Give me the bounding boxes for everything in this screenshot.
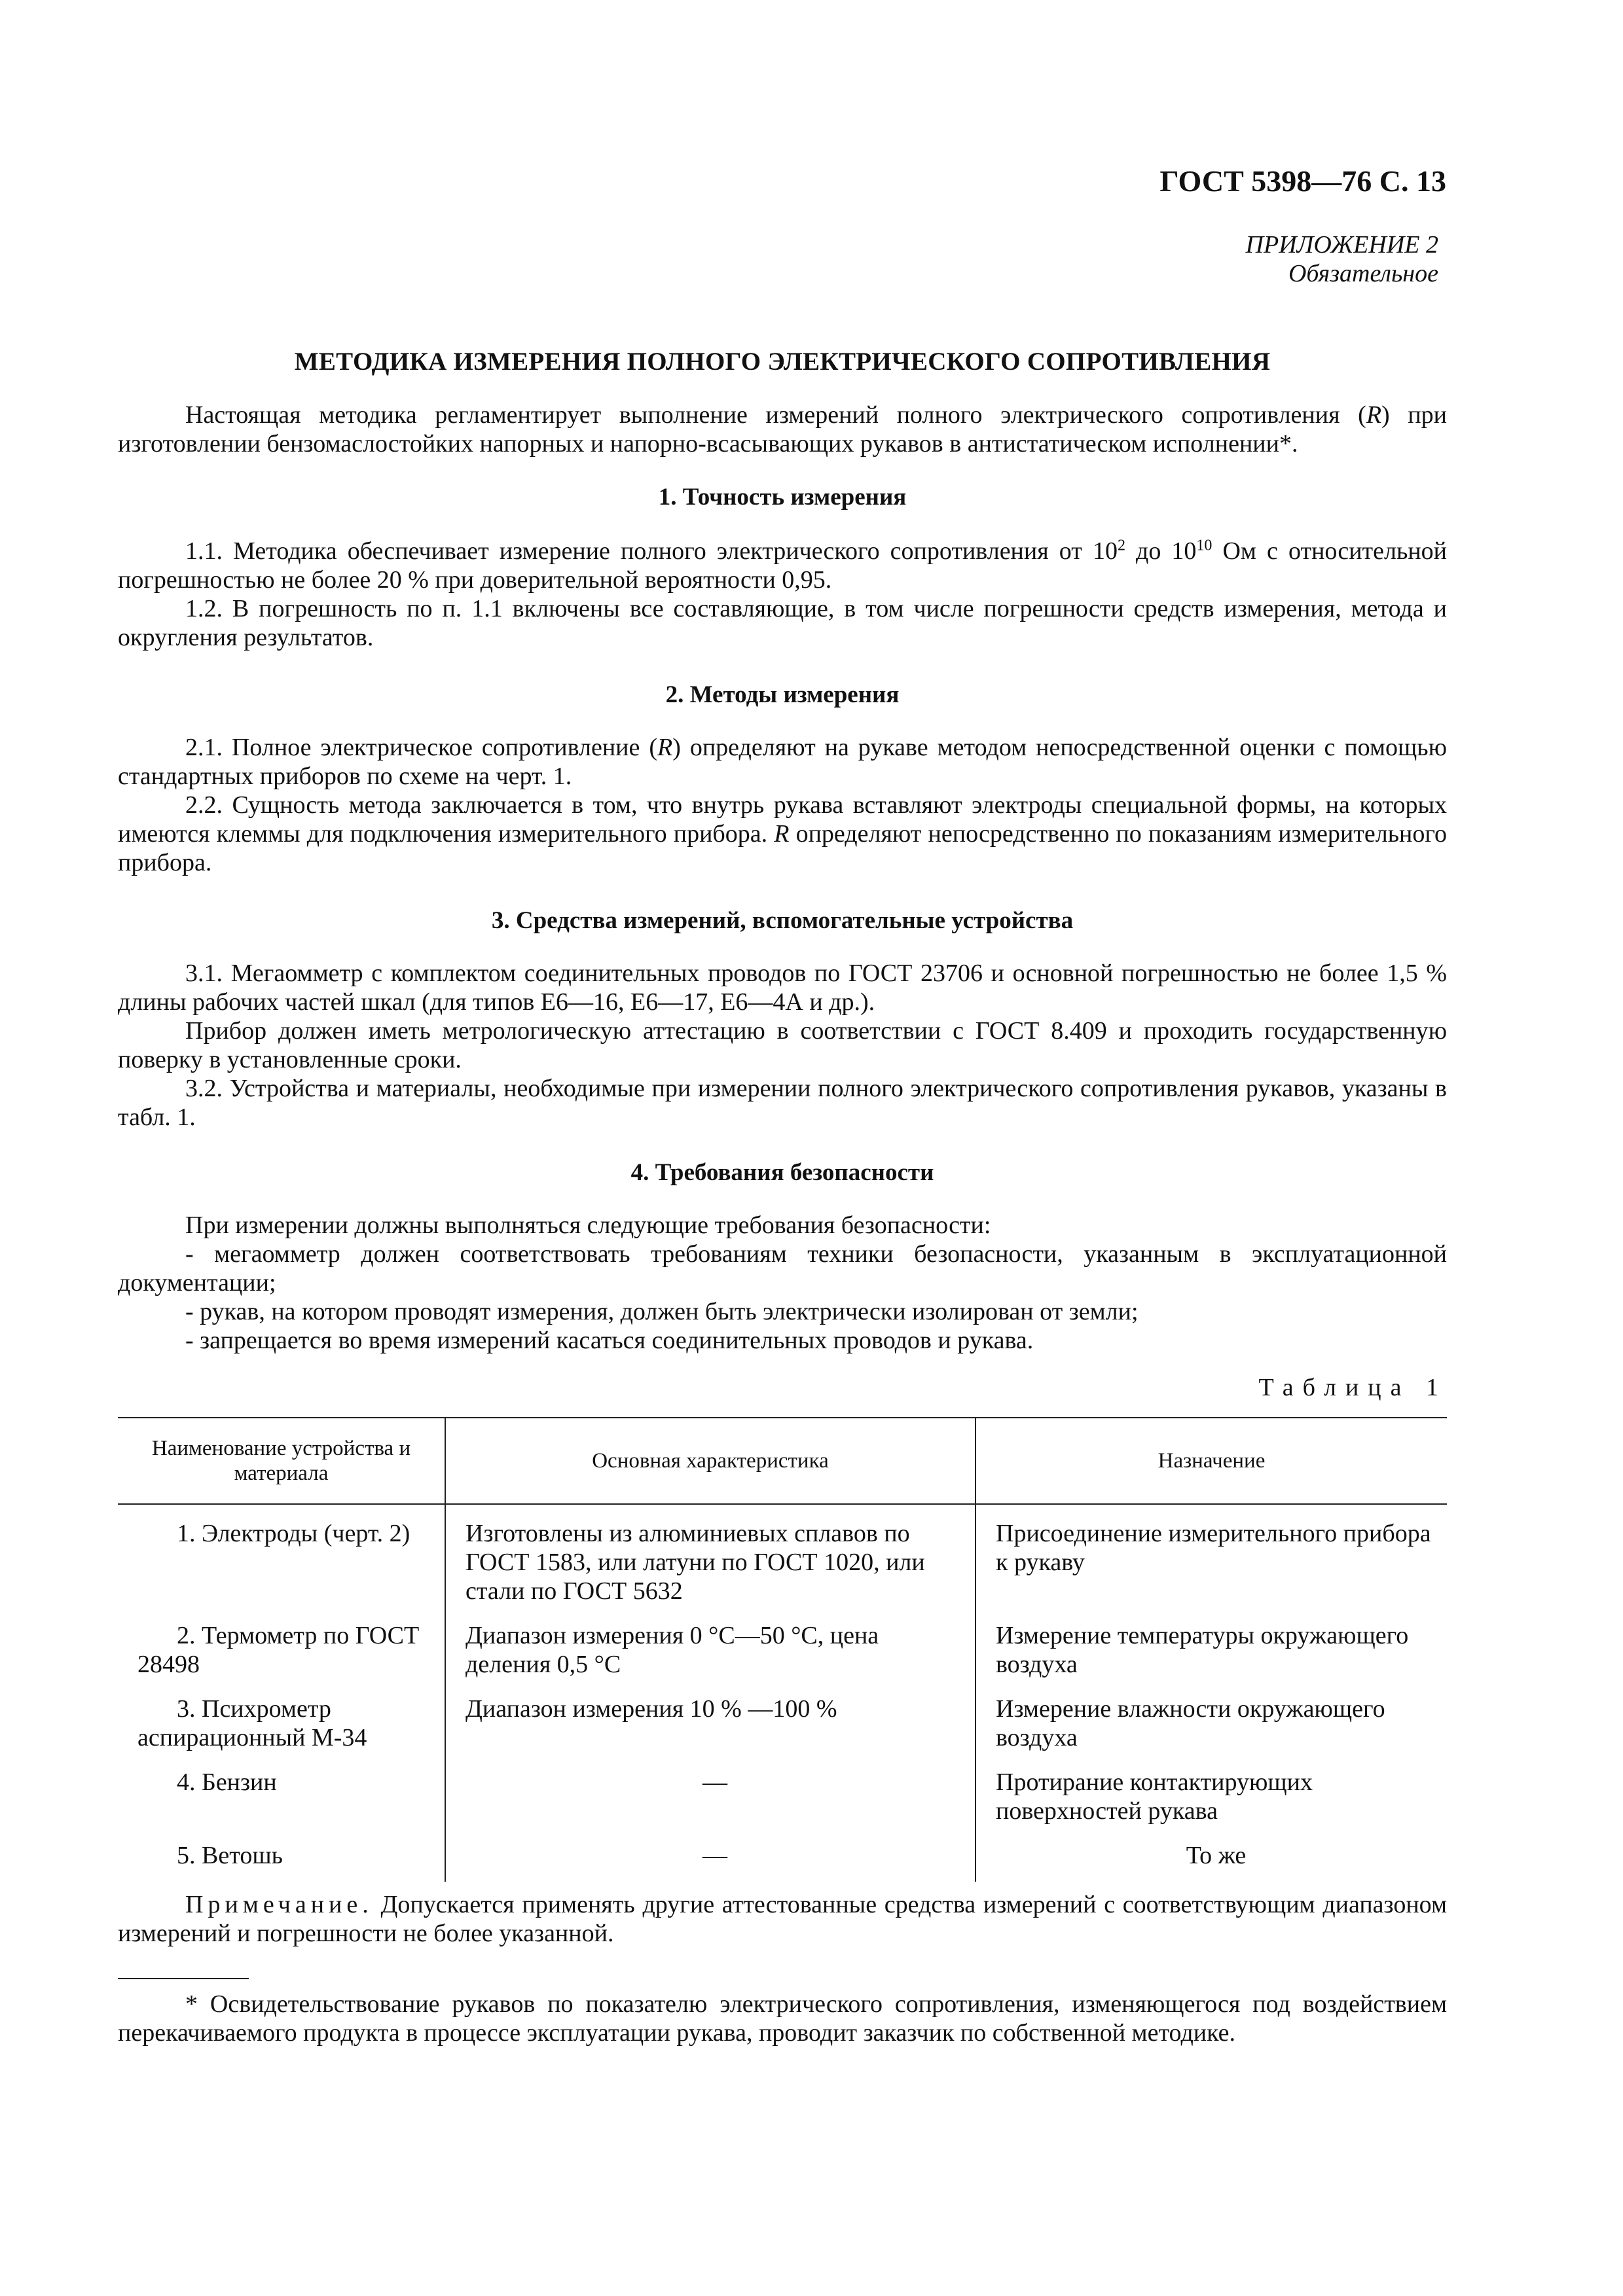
table-row (118, 1691, 1447, 1764)
note-label: Примечание. (185, 1891, 373, 1918)
table-cell: — (445, 1764, 976, 1837)
table-cell: 1. Электроды (черт. 2) (177, 1520, 410, 1547)
table-cell: 5. Ветошь (177, 1842, 283, 1869)
table-header-row (118, 1418, 1447, 1504)
section-3-heading: 3. Средства измерений, вспомогательные устройства (491, 907, 1074, 934)
footnote-divider (118, 1978, 249, 1979)
paragraph-3-1: 3.1. Мегаомметр с комплектом соединительных проводов по ГОСТ 23706 и основной погрешностью не более 1,5 % длины рабочих частей шкал (для типов Е6—16, Е6—17, Е6—4А и др.). (118, 960, 1447, 1016)
safety-item: - мегаомметр должен соответствовать требованиям техники безопасности, указанным в эксплуатационной документации; (118, 1240, 1447, 1297)
safety-intro: При измерении должны выполняться следующие требования безопасности: (185, 1211, 991, 1239)
paragraph-3-2: 3.2. Устройства и материалы, необходимые при измерении полного электрического сопротивления рукавов, указаны в табл. 1. (118, 1075, 1447, 1131)
section-2-body (118, 733, 1447, 877)
table-row (118, 1617, 1447, 1691)
paragraph-2-2: 2.2. Сущность метода заключается в том, что внутрь рукава вставляют электроды специальной формы, на которых имеются клеммы для подключения измерительного прибора. R определяют непосредственно по показаниям измерительного прибора. (118, 791, 1447, 876)
table-cell: Изготовлены из алюминиевых сплавов по ГОСТ 1583, или латуни по ГОСТ 1020, или стали по ГОСТ 5632 (445, 1504, 976, 1617)
table-row (118, 1837, 1447, 1882)
table-row (118, 1504, 1447, 1617)
paragraph-2-1: 2.1. Полное электрическое сопротивление (R) определяют на рукаве методом непосредственной оценки с помощью стандартных приборов по схеме на черт. 1. (118, 734, 1447, 790)
equipment-table (118, 1417, 1447, 1882)
section-1-heading: 1. Точность измерения (658, 484, 907, 511)
note-text: Допускается применять другие аттестованные средства измерений с соответствующим диапазоном измерений и погрешности не более указанной. (118, 1891, 1447, 1947)
table-cell: 3. Психрометр аспирационный М-34 (137, 1695, 367, 1751)
footnote: * Освидетельствование рукавов по показателю электрического сопротивления, изменяющегося под воздействием перекачиваемого продукта в процессе эксплуатации рукава, проводит заказчик по собственной методике. (118, 1990, 1447, 2047)
table-cell: Протирание контактирующих поверхностей рукава (976, 1764, 1447, 1837)
table-caption: Таблица 1 (1258, 1374, 1448, 1401)
table-cell: 2. Термометр по ГОСТ 28498 (137, 1622, 420, 1678)
safety-item: - запрещается во время измерений касаться соединительных проводов и рукава. (185, 1327, 1034, 1354)
appendix-status: Обязательное (1288, 260, 1438, 287)
table-row (118, 1764, 1447, 1837)
section-3-body (118, 959, 1447, 1132)
intro-paragraph: Настоящая методика регламентирует выполнение измерений полного электрического сопротивления (R) при изготовлении бензомаслостойких напорных и напорно-всасывающих рукавов в антистатическом исполнении*. (118, 401, 1447, 457)
section-4-heading: 4. Требования безопасности (630, 1159, 934, 1186)
appendix-number: ПРИЛОЖЕНИЕ 2 (1245, 231, 1438, 259)
table-cell: Присоединение измерительного прибора к рукаву (976, 1504, 1447, 1617)
table-cell: Диапазон измерения 10 % —100 % (445, 1691, 976, 1764)
paragraph-1-2: 1.2. В погрешность по п. 1.1 включены все составляющие, в том числе погрешности средств измерения, метода и округления результатов. (118, 595, 1447, 651)
page-header: ГОСТ 5398—76 С. 13 (1159, 164, 1446, 198)
table-cell: — (445, 1837, 976, 1882)
safety-item: - рукав, на котором проводят измерения, должен быть электрически изолирован от земли; (185, 1298, 1139, 1325)
paragraph-1-1: 1.1. Методика обеспечивает измерение полного электрического сопротивления от $10^2$ до $10^{10}$ Ом с относительной погрешностью не более 20 % при доверительной вероятности 0,95. (118, 537, 1447, 594)
table-header-cell: Наименование устройства и материала (118, 1418, 445, 1504)
table-note (118, 1890, 1447, 1948)
table-cell: 4. Бензин (177, 1768, 277, 1796)
table-cell: Диапазон измерения 0 °С—50 °С, цена деления 0,5 °С (445, 1617, 976, 1691)
table-header-cell: Основная характеристика (445, 1418, 976, 1504)
paragraph-3-1-device: Прибор должен иметь метрологическую аттестацию в соответствии с ГОСТ 8.409 и проходить государственную поверку в установленные сроки. (118, 1017, 1447, 1073)
appendix-label-block (1246, 230, 1438, 288)
table-cell: То же (976, 1837, 1447, 1882)
table-cell: Измерение температуры окружающего воздуха (976, 1617, 1447, 1691)
table-cell: Измерение влажности окружающего воздуха (976, 1691, 1447, 1764)
section-4-body (118, 1211, 1447, 1355)
table-header-cell: Назначение (976, 1418, 1447, 1504)
document-title: МЕТОДИКА ИЗМЕРЕНИЯ ПОЛНОГО ЭЛЕКТРИЧЕСКОГО СОПРОТИВЛЕНИЯ (294, 348, 1271, 376)
section-2-heading: 2. Методы измерения (665, 681, 900, 708)
section-1-body (118, 537, 1447, 652)
